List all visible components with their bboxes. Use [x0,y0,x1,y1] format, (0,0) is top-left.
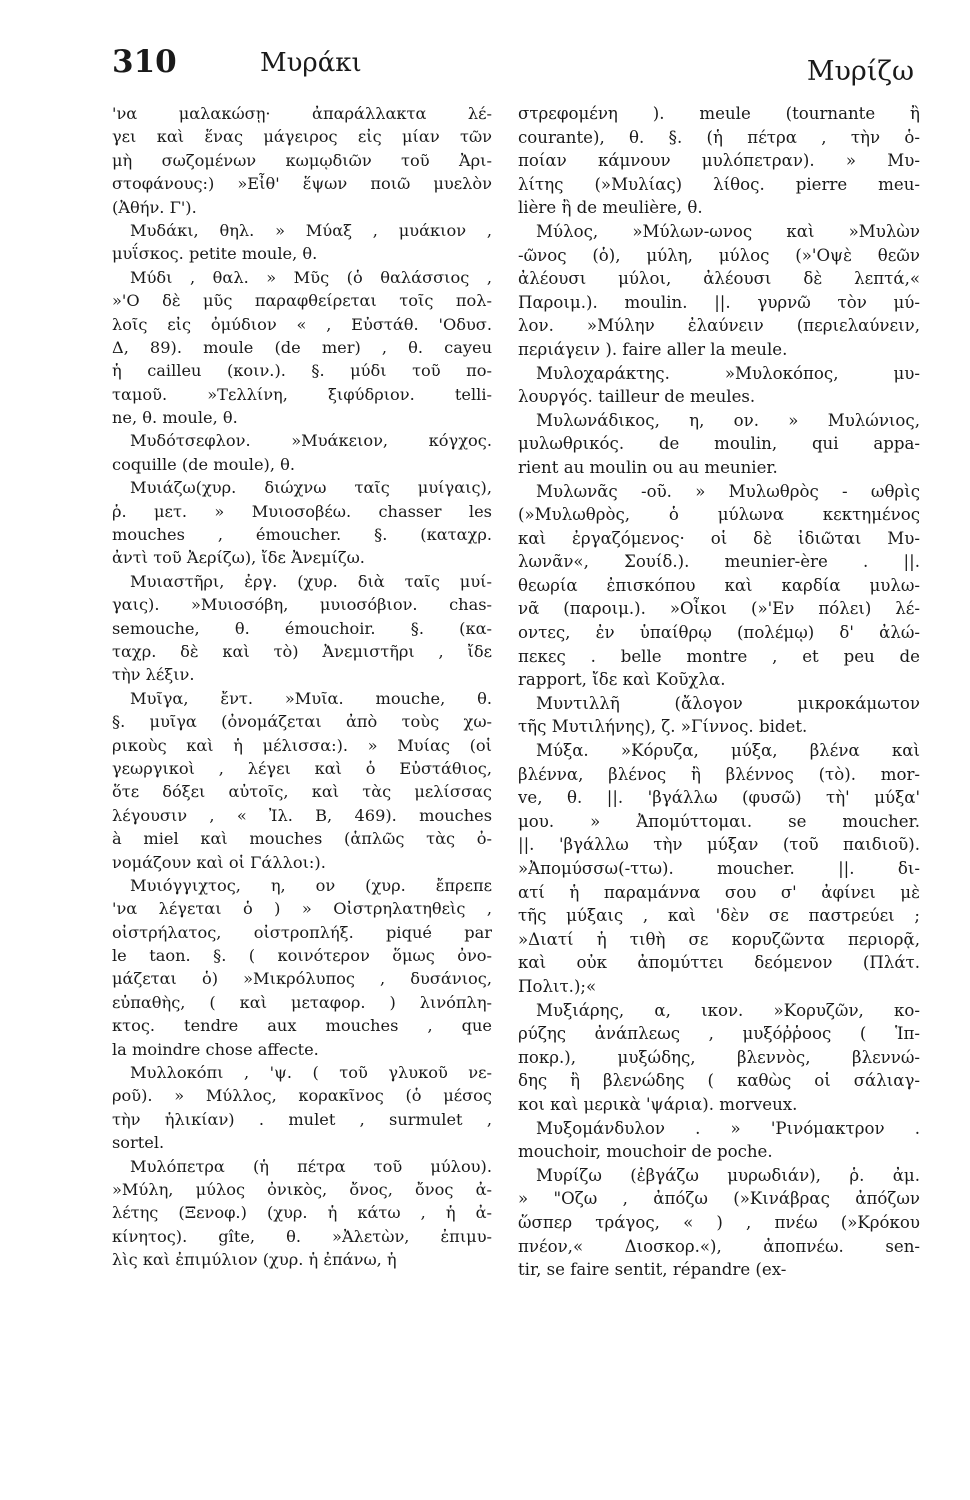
text-line: courante), θ. §. (ἡ πέτρα , τὴν ὁ- [518,127,920,147]
text-line: Πολιτ.);« [518,976,597,996]
right-guide-word: Μυρίζω [806,56,914,87]
text-line: γαις). »Μυιοσόβη, μυιοσόβιον. chas- [112,595,492,615]
text-line: Δ, 89). moule (de mer) , θ. cayeu [112,337,492,357]
text-line: ὅτε δόξει αὐτοῖς, καὶ τὰς μελίσσας [112,782,492,802]
text-line: ἀντὶ τοῦ Ἀερίζω), ἴδε Ἀνεμίζω. [112,548,365,568]
text-line: μυλωθρικός. de moulin, qui appa- [518,434,920,454]
text-line: Μυδάκι, θηλ. » Μύαξ , μυάκιον , [130,220,492,240]
text-line: lière ἢ de meulière, θ. [518,198,703,218]
text-line: ῥ. μετ. » Μυιοσοβέω. chasser les [112,501,492,521]
text-line: Μυλλοκόπι , 'ψ. ( τοῦ γλυκοῦ νε- [130,1063,492,1083]
text-line: Μυιαστῆρι, ἐργ. (χυρ. διὰ ταῖς μυί- [130,571,492,591]
text-line: §. μυῖγα (ὀνομάζεται ἀπὸ τοὺς χω- [112,712,492,732]
text-line: νομάζουν καὶ οἱ Γάλλοι:). [112,852,326,872]
text-line: Παροιμ.). moulin. ||. γυρνῶ τὸν μύ- [518,292,920,312]
text-line: μὴ σωζομένων κωμῳδιῶν τοῦ Ἀρι- [112,150,492,170]
text-line: Μύδι , θαλ. » Μῦς (ὁ θαλάσσιος , [130,267,492,287]
text-line: 'να λέγεται ὁ ) » Οἰστρηλατηθεὶς , [112,899,492,919]
text-line: mouches , émoucher. §. (καταχρ. [112,525,492,545]
text-line: ατί ἡ παραμάννα σου σ' ἀφίνει μὲ [518,882,920,902]
text-line: Μυλόπετρα (ἡ πέτρα τοῦ μύλου). [130,1156,492,1176]
text-line: στρεφομένη ). meule (tournante ἢ [518,104,920,123]
text-line: ρύζης ἀνάπλεως , μυξόῤῥοος ( Ἱπ- [518,1024,920,1044]
text-line: κίνητος). gîte, θ. »Ἀλετὼν, ἐπιμυ- [112,1226,492,1246]
text-line: Μυδότσεφλον. »Μυάκειον, κόγχος. [130,431,492,451]
page-number: 310 [112,44,177,80]
text-line: τὴν λέξιν. [112,665,195,685]
text-line: τῆς μύξαις , καὶ 'δὲν σε παστρεύει ; [518,906,920,926]
text-line: 'να μαλακώσῃ· ἀπαράλλακτα λέ- [112,104,492,123]
text-line: le taon. §. ( κοινότερον ὅμως ὀνο- [112,946,492,966]
left-column [112,102,492,1272]
text-line: ἀλέουσι μύλοι, ἀλέουσι δὲ λεπτά,« [518,269,920,289]
text-line: Μυλωνᾶς -οῦ. » Μυλωθρὸς - ωθρὶς [536,481,920,501]
text-line: μάζεται ὁ) »Μικρόλυπος , δυσάνιος, [112,969,492,989]
text-line: πεκες . belle montre , et peu de [518,646,920,666]
text-line: »Ἀπομύσσω(-ττω). moucher. ||. δι- [518,859,920,878]
text-line: μου. » Ἀπομύττομαι. se moucher. [518,811,920,831]
text-line: ταχρ. δὲ καὶ τὸ) Ἀνεμιστῆρι , ἴδε [112,641,492,661]
text-line: λὶς καὶ ἐπιμύλιον (χυρ. ἡ ἐπάνω, ἡ [112,1250,397,1270]
text-line: Μυλοχαράκτης. »Μυλοκόπος, μυ- [536,363,920,383]
text-line: Μυρίζω (ἐβγάζω μυρωδιάν), ῥ. ἀμ. [536,1165,920,1185]
text-line: »Διατί ἡ τιθὴ σε κορυζῶντα περιορᾷ, [518,929,920,949]
text-line: (Ἀθήν. Γ'). [112,197,197,217]
text-line: λοῖς εἰς ὀμύδιον « , Εὐστάθ. 'Οδυσ. [112,314,492,334]
text-line: Μυιάζω(χυρ. διώχνω ταῖς μυίγαις), [130,478,492,498]
text-line: δης ἢ βλενώδης ( καθὼς οἱ σάλιαγ- [518,1071,920,1091]
text-line: λίτης (»Μυλίας) λίθος. pierre meu- [518,174,920,194]
page-header [112,44,922,94]
text-line: Μυλωνάδικος, η, ον. » Μυλώνιος, [536,410,920,430]
text-line: νᾶ (παροιμ.). »Οἶκοι (»'Εν πόλει) λέ- [518,599,920,619]
text-line: τὴν ἡλικίαν) . mulet , surmulet , [112,1109,492,1129]
text-line: ταμοῦ. »Τελλίνη, ξιφύδριον. telli- [112,384,492,404]
text-line: γει καὶ ἕνας μάγειρος εἰς μίαν τῶν [112,127,492,147]
text-line: λέτης (Ξενοφ.) (χυρ. ἡ κάτω , ἡ ἀ- [112,1203,492,1223]
text-line: (»Μυλωθρὸς, ὁ μύλωνα κεκτημένος [518,505,920,525]
text-line: ποκρ.), μυξώδης, βλεννὸς, βλεννώ- [518,1047,920,1067]
text-line: »Μύλη, μύλος ὀνικὸς, ὄνος, ὄνος ἀ- [112,1179,492,1199]
text-line: rient au moulin ou au meunier. [518,457,778,477]
left-guide-word: Μυράκι [260,48,362,78]
text-line: καὶ ἐργαζόμενος· οἱ δὲ ἰδιῶται Μυ- [518,528,920,548]
text-line: οἰστρήλατος, οἰστροπλήξ. piqué par [112,922,492,942]
text-line: ||. 'βγάλλω τὴν μύξαν (τοῦ παιδιοῦ). [518,835,920,855]
text-line: κοι καὶ μερικὰ 'ψάρια). morveux. [518,1094,798,1114]
text-line: ἡ cailleu (κοιν.). §. μύδι τοῦ πο- [112,361,492,381]
text-line: περιάγειν ). faire aller la meule. [518,339,788,359]
text-line: ποίαν κάμνουν μυλόπετραν). » Μυ- [518,151,920,171]
text-line: εὐπαθὴς, ( καὶ μεταφορ. ) λινόπλη- [112,992,492,1012]
text-line: κτος. tendre aux mouches , que [112,1016,492,1036]
right-column [518,102,920,1282]
text-line: Μυιόγγιχτος, η, ον (χυρ. ἔπρεπε [130,875,492,895]
text-line: μυΐσκος. petite moule, θ. [112,244,318,264]
text-line: ne, θ. moule, θ. [112,408,238,428]
text-line: πνέον,« Διοσκορ.«), ἀποπνέω. sen- [518,1236,920,1256]
text-line: Μυῖγα, ἔντ. »Μυῖα. mouche, θ. [130,688,492,708]
text-line: coquille (de moule), θ. [112,454,296,474]
text-line: λον. »Μύλην ἐλαύνειν (περιελαύνειν, [518,316,920,336]
text-line: τῆς Μυτιλήνης), ζ. »Γίννος. bidet. [518,717,808,737]
text-line: Μύξα. »Κόρυζα, μύξα, βλένα καὶ [536,741,920,761]
text-line: ὥσπερ τράγος, « ) , πνέω (»Κρόκου [518,1212,920,1232]
text-line: ροῦ). » Μύλλος, κορακῖνος (ὁ μέσος [112,1086,492,1106]
text-line: Μυντιλλῆ (ἄλογον μικροκάμωτον [536,693,920,713]
text-line: ve, θ. ||. 'βγάλλω (φυσῶ) τὴ' μύξα' [518,788,920,808]
text-line: » "Οζω , ἀπόζω (»Κινάβρας ἀπόζων [518,1189,920,1209]
text-line: Μύλος, »Μύλων-ωνος καὶ »Μυλὼν [536,221,920,241]
text-line: la moindre chose affecte. [112,1039,319,1059]
text-line: λουργός. tailleur de meules. [518,387,756,407]
text-line: -ῶνος (ὁ), μύλη, μύλος (»'Οψὲ θεῶν [518,245,920,265]
text-line: θεωρία ἐπισκόπου καὶ καρδία μυλω- [518,575,920,595]
text-line: καὶ οὐκ ἀπομύττει δεόμενον (Πλάτ. [518,953,920,973]
text-line: Μυξιάρης, α, ικον. »Κορυζῶν, κο- [536,1000,920,1020]
text-line: tir, se faire sentit, répandre (ex- [518,1260,787,1280]
text-line: mouchoir, mouchoir de poche. [518,1142,773,1162]
text-line: ρικοὺς καὶ ἡ μέλισσα:). » Μυίας (οἱ [112,735,492,755]
text-line: λέγουσιν , « Ἰλ. Β, 469). mouches [112,805,492,825]
text-line: »'Ο δὲ μῦς παραφθείρεται τοῖς πολ- [112,291,492,311]
text-line: λωνᾶν«, Σουίδ.). meunier-ère . ||. [518,552,920,572]
text-line: Μυξομάνδυλον . » 'Ρινόμακτρον . [536,1118,920,1138]
text-line: semouche, θ. émouchoir. §. (κα- [112,618,492,638]
text-line: γεωργικοὶ , λέγει καὶ ὁ Εὐστάθιος, [112,758,492,778]
text-line: στοφάνους:) »Εἶθ' ἕψων ποιῶ μυελὸν [112,174,492,194]
text-line: βλέννα, βλένος ἢ βλέννος (τὸ). mor- [518,764,920,784]
text-line: sortel. [112,1133,165,1153]
text-line: à miel καὶ mouches (ἁπλῶς τὰς ὀ- [112,829,492,849]
text-line: οντες, ἐν ὑπαίθρῳ (πολέμῳ) δ' ἀλώ- [518,623,920,643]
text-line: rapport, ἴδε καὶ Κοῦχλα. [518,670,726,690]
